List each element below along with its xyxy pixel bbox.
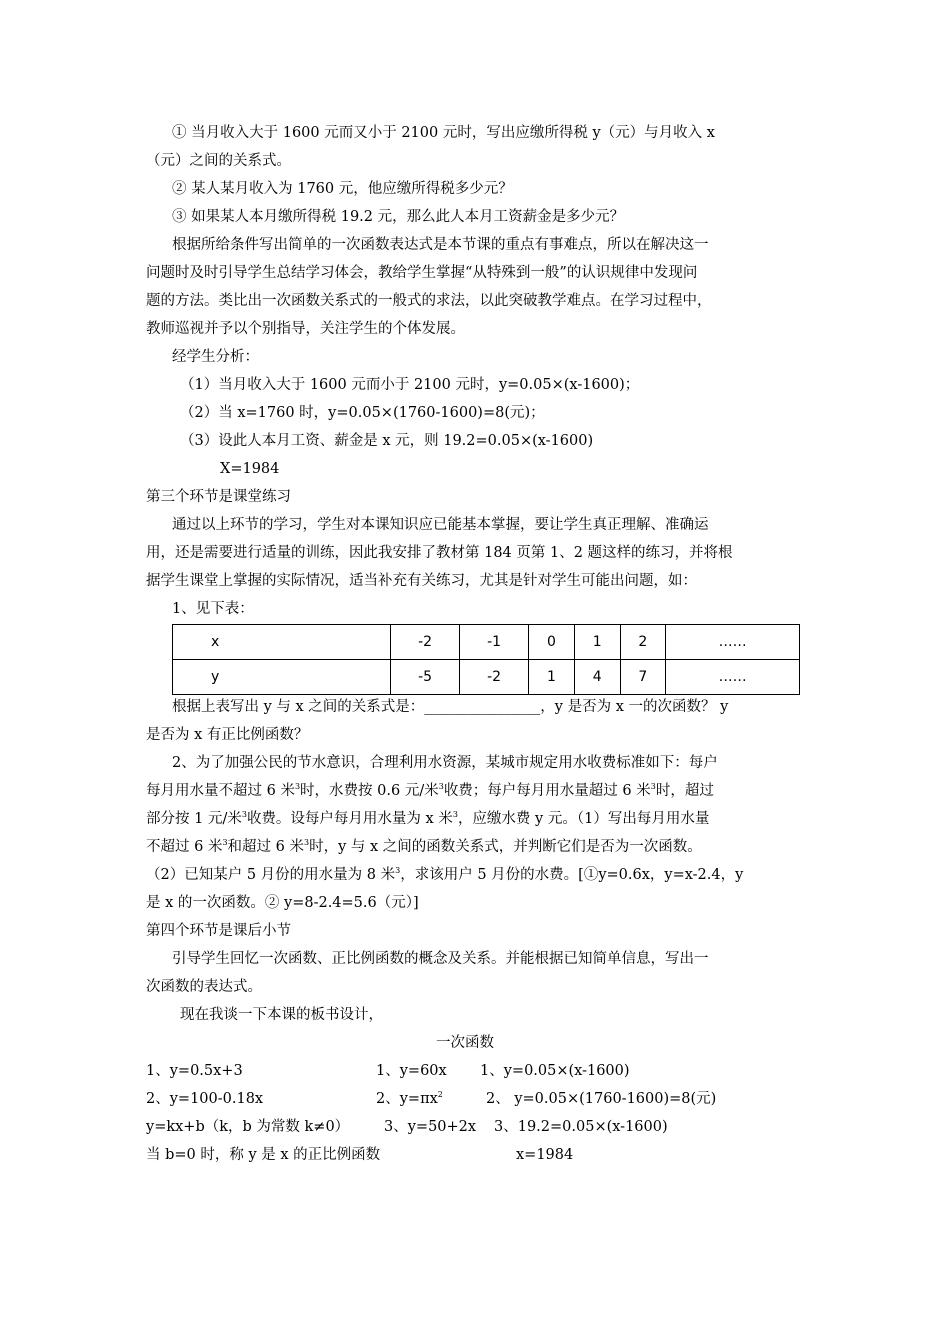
table-cell: 2	[620, 625, 666, 660]
table-cell: ……	[666, 660, 800, 695]
question-1-line-1: ① 当月收入大于 1600 元而又小于 2100 元时，写出应缴所得税 y（元）与月收入 x	[172, 125, 715, 141]
exercise-2-line-2: 每月用水量不超过 6 米$^3$时，水费按 0.6 元/米$^3$收费；每户每月用水量超过 6 米$^3$时，超过	[146, 782, 714, 799]
exercise-2-line-3: 部分按 1 元/米$^3$收费。设每户每月用水量为 x 米$^3$，应缴水费 y 元。（1）写出每月用水量	[146, 810, 710, 827]
exercise-1-question-line-2: 是否为 x 有正比例函数？	[146, 727, 309, 743]
section-4-title: 第四个环节是课后小节	[146, 923, 291, 939]
table-row-x	[173, 625, 800, 660]
board-col-1-line: 1、y=0.5x+3	[146, 1063, 243, 1079]
focus-paragraph-line: 题的方法。类比出一次函数关系式的一般式的求法，以此突破教学难点。在学习过程中，	[146, 293, 712, 309]
board-col-1-line: 当 b=0 时，称 y 是 x 的正比例函数	[146, 1147, 381, 1163]
board-col-3-line: 3、19.2=0.05×(x-1600)	[494, 1119, 668, 1135]
analysis-step-3: （3）设此人本月工资、薪金是 x 元，则 19.2=0.05×(x-1600)	[180, 433, 594, 449]
board-col-3-line: x=1984	[516, 1147, 574, 1163]
board-col-1-line: y=kx+b（k，b 为常数 k≠0）	[146, 1119, 350, 1135]
table-cell: -2	[391, 625, 460, 660]
table-cell: -1	[460, 625, 529, 660]
section-3-paragraph-line: 据学生课堂上掌握的实际情况，适当补充有关练习，尤其是针对学生可能出问题，如：	[146, 573, 697, 589]
section-3-paragraph-line: 通过以上环节的学习，学生对本课知识应已能基本掌握，要让学生真正理解、准确运	[172, 517, 709, 533]
question-3: ③ 如果某人本月缴所得税 19.2 元，那么此人本月工资薪金是多少元？	[172, 209, 625, 225]
board-col-2-line: 2、$y=\pi x^2$	[376, 1090, 443, 1107]
section-4-paragraph-line: 次函数的表达式。	[146, 979, 262, 995]
exercise-2-line-6: 是 x 的一次函数。② y=8-2.4=5.6（元）]	[146, 895, 419, 911]
board-design-intro: 现在我谈一下本课的板书设计，	[180, 1007, 383, 1023]
analysis-intro: 经学生分析：	[172, 349, 259, 365]
table-cell: x	[173, 625, 391, 660]
exercise-2-line-1: 2、为了加强公民的节水意识，合理利用水资源，某城市规定用水收费标准如下：每户	[172, 755, 718, 771]
board-col-2-line: 3、y=50+2x	[384, 1119, 477, 1135]
table-cell: 1	[529, 660, 575, 695]
table-cell: 0	[529, 625, 575, 660]
analysis-step-1: （1）当月收入大于 1600 元而小于 2100 元时，y=0.05×(x-1600)；	[180, 377, 640, 393]
focus-paragraph-line: 问题时及时引导学生总结学习体会，教给学生掌握“从特殊到一般”的认识规律中发现问	[146, 265, 698, 281]
table-cell: y	[173, 660, 391, 695]
board-col-2-line: 1、y=60x	[376, 1063, 447, 1079]
table-row-y	[173, 660, 800, 695]
board-col-3-line: 1、y=0.05×(x-1600)	[480, 1063, 630, 1079]
table-cell: 4	[574, 660, 620, 695]
focus-paragraph-line: 教师巡视并予以个别指导，关注学生的个体发展。	[146, 321, 465, 337]
section-3-title: 第三个环节是课堂练习	[146, 489, 291, 505]
focus-paragraph-line: 根据所给条件写出简单的一次函数表达式是本节课的重点有事难点，所以在解决这一	[172, 237, 709, 253]
question-2: ② 某人某月收入为 1760 元，他应缴所得税多少元？	[172, 181, 513, 197]
board-title: 一次函数	[436, 1035, 494, 1051]
analysis-step-2: （2）当 x=1760 时，y=0.05×(1760-1600)=8(元)；	[180, 405, 545, 421]
board-col-3-line: 2、 y=0.05×(1760-1600)=8(元)	[486, 1091, 717, 1107]
table-cell: -2	[460, 660, 529, 695]
xy-value-table	[172, 624, 800, 695]
section-3-paragraph-line: 用，还是需要进行适量的训练，因此我安排了教材第 184 页第 1、2 题这样的练习，并将根	[146, 545, 733, 561]
analysis-step-3-result: X=1984	[220, 461, 280, 477]
section-4-paragraph-line: 引导学生回忆一次函数、正比例函数的概念及关系。并能根据已知简单信息，写出一	[172, 951, 709, 967]
exercise-1-label: 1、见下表：	[172, 601, 254, 617]
exercise-1-question-line-1: 根据上表写出 y 与 x 之间的关系式是：________________，y 是否为 x 一的次函数？ y	[172, 699, 729, 715]
exercise-2-line-4: 不超过 6 米$^3$和超过 6 米$^3$时，y 与 x 之间的函数关系式，并判断它们是否为一次函数。	[146, 838, 702, 855]
table-cell: -5	[391, 660, 460, 695]
question-1-line-2: （元）之间的关系式。	[146, 153, 291, 169]
table-cell: 7	[620, 660, 666, 695]
exercise-2-line-5: （2）已知某户 5 月份的用水量为 8 米$^3$，求该用户 5 月份的水费。[①y=0.6x，y=x-2.4，y	[146, 866, 744, 883]
table-cell: 1	[574, 625, 620, 660]
board-col-1-line: 2、y=100-0.18x	[146, 1091, 264, 1107]
table-cell: ……	[666, 625, 800, 660]
